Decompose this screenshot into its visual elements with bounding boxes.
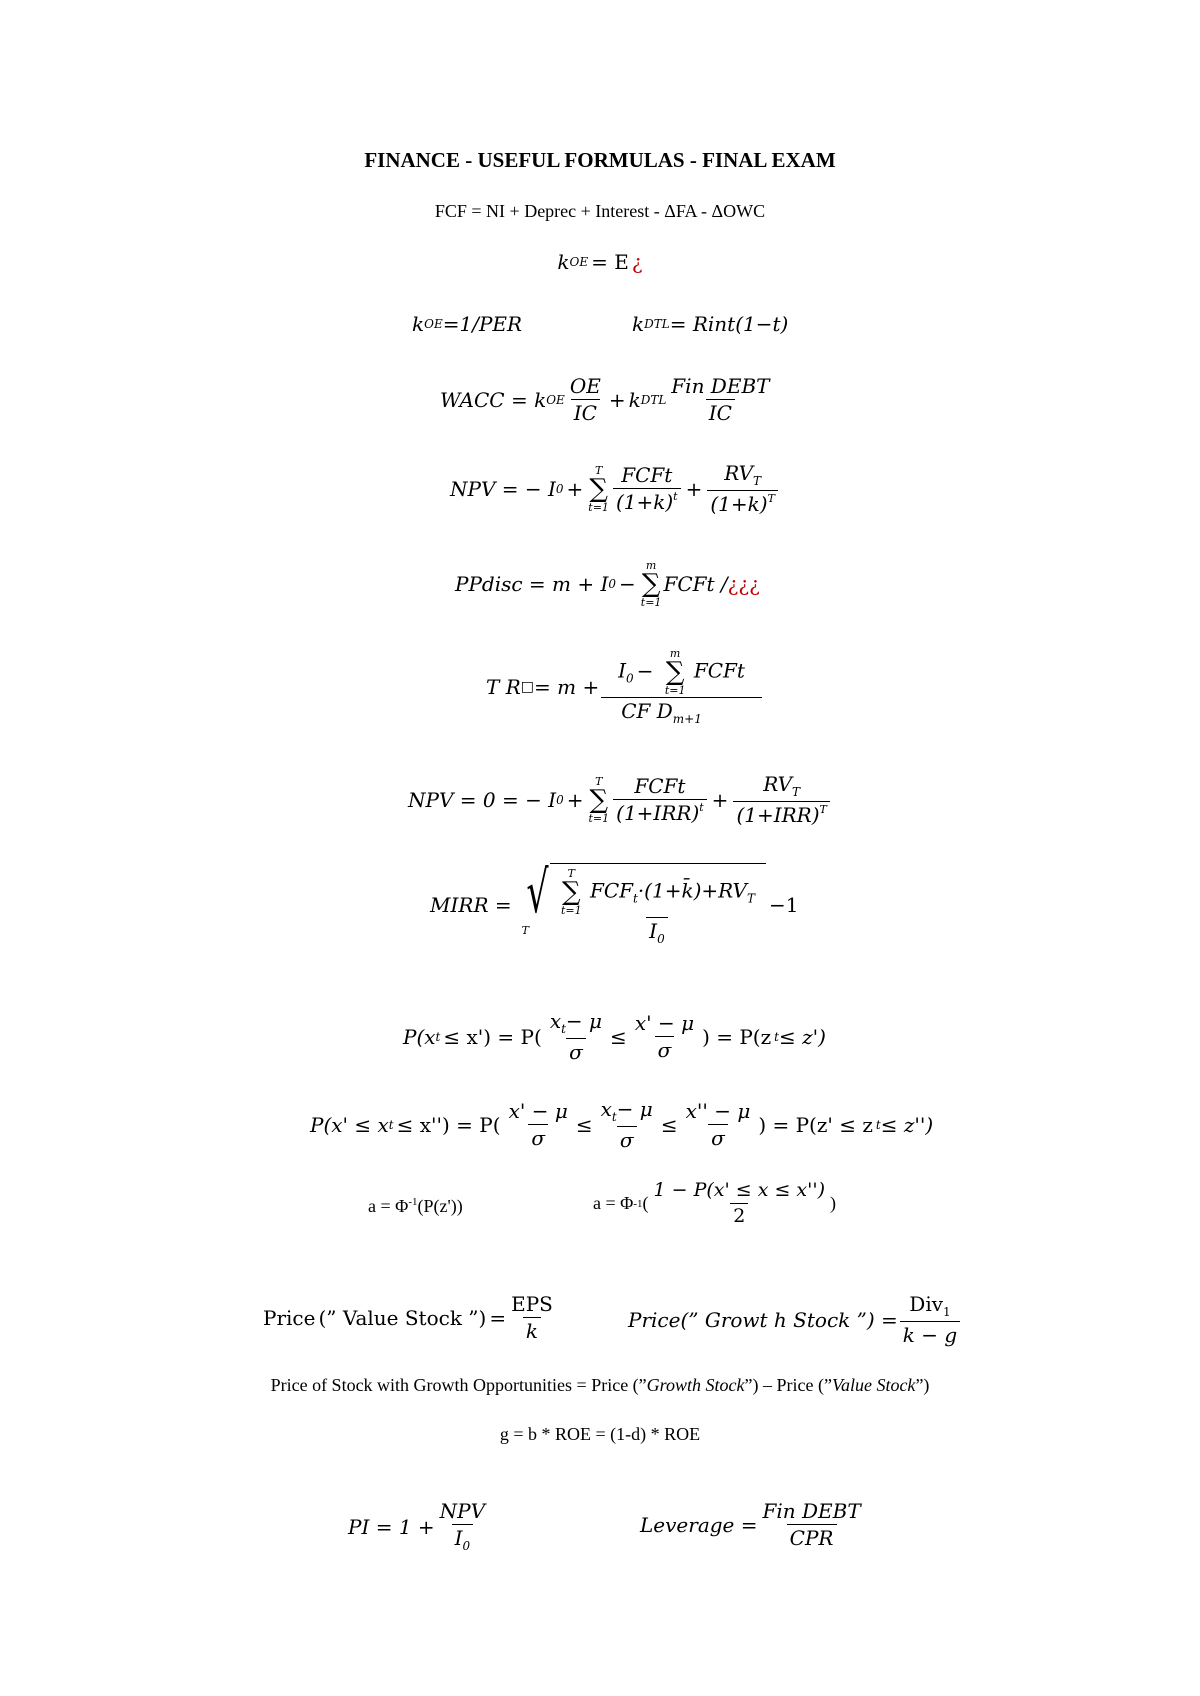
page-title: FINANCE - USEFUL FORMULAS - FINAL EXAM <box>364 148 836 172</box>
mirr-formula: MIRR = T √ T ∑ t=1 $FCF_t\cdot(1+k̄)+RV_T$ $I_0$ −1 <box>430 858 799 946</box>
growth-rate-formula: g = b * ROE = (1-d) * ROE <box>499 1424 701 1444</box>
normal-prob-formula-1: P(x t ≤ x') = P( $\frac{x_t- \mu}{\sigma}$ ≤ $\frac{x' - \mu}{\sigma}$ ) = P(z t ≤ z') <box>403 1009 826 1064</box>
inverse-phi-formula-1: $a = \Phi^{-1}(P(z'))$ <box>368 1196 463 1216</box>
wacc-formula: WACC = k OE $\frac{OE}{IC}$ + k DTL $\frac{\text{Fin DEBT}}{IC}$ <box>440 374 770 425</box>
growth-stock-price-formula: Price(” Growt h Stock ”) = $\frac{Div_1}{k - g}$ <box>628 1293 962 1347</box>
irr-formula: NPV = 0 = − I 0 + T ∑ t=1 $\frac{\text{FCFt}}{(1+IRR)^t}$ + $\frac{RV_T}{(1+IRR)^T}$ <box>408 773 832 827</box>
inverse-phi-formula-2: a = Φ -1 ( $\frac{1 - P(x' \le x \le x'')}{2}$ ) <box>593 1179 836 1227</box>
profitability-index-formula: PI = 1 + $\frac{\text{NPV}}{I_0}$ <box>348 1499 486 1553</box>
ppdisc-formula: PPdisc = m + I 0 − m ∑ t=1 FCFt / ¿¿¿ <box>455 559 760 609</box>
kdtl-formula: k DTL = Rint(1−t) <box>632 312 789 336</box>
leverage-formula: Leverage = $\frac{\text{Fin DEBT}}{\text{CPR}}$ <box>640 1499 861 1550</box>
koe-earnings-formula: k OE = E ¿ <box>557 250 643 274</box>
value-stock-price-formula: Price (” Value Stock ”) = $\frac{\text{EPS}}{k}$ <box>263 1292 553 1343</box>
fcf-formula: FCF = NI + Deprec + Interest - ΔFA - ΔOWC <box>434 201 766 221</box>
normal-prob-formula-2: P(x' ≤ x t ≤ x'') = P( $\frac{x' - \mu}{\sigma}$ ≤ $\frac{x_t- \mu}{\sigma}$ ≤ $\frac{x'' - \mu}{\sigma}$ ) = P(z' ≤ z t ≤ z'') <box>310 1097 934 1152</box>
npv-formula: NPV = − I 0 + T ∑ t=1 $\frac{\text{FCFt}}{(1+k)^t}$ + $\frac{RV_T}{(1+k)^T}$ <box>450 462 780 516</box>
growth-opportunities-formula: Price of Stock with Growth Opportunities = Price (”Growth Stock”) – Price (”Value Stock”) <box>270 1375 930 1395</box>
tr-formula: T R □ = m + $I_0$ − m ∑ t=1 FCFt CF $D_{m+1}$ <box>486 648 764 727</box>
koe-per-formula: k OE =1/PER <box>412 312 523 336</box>
